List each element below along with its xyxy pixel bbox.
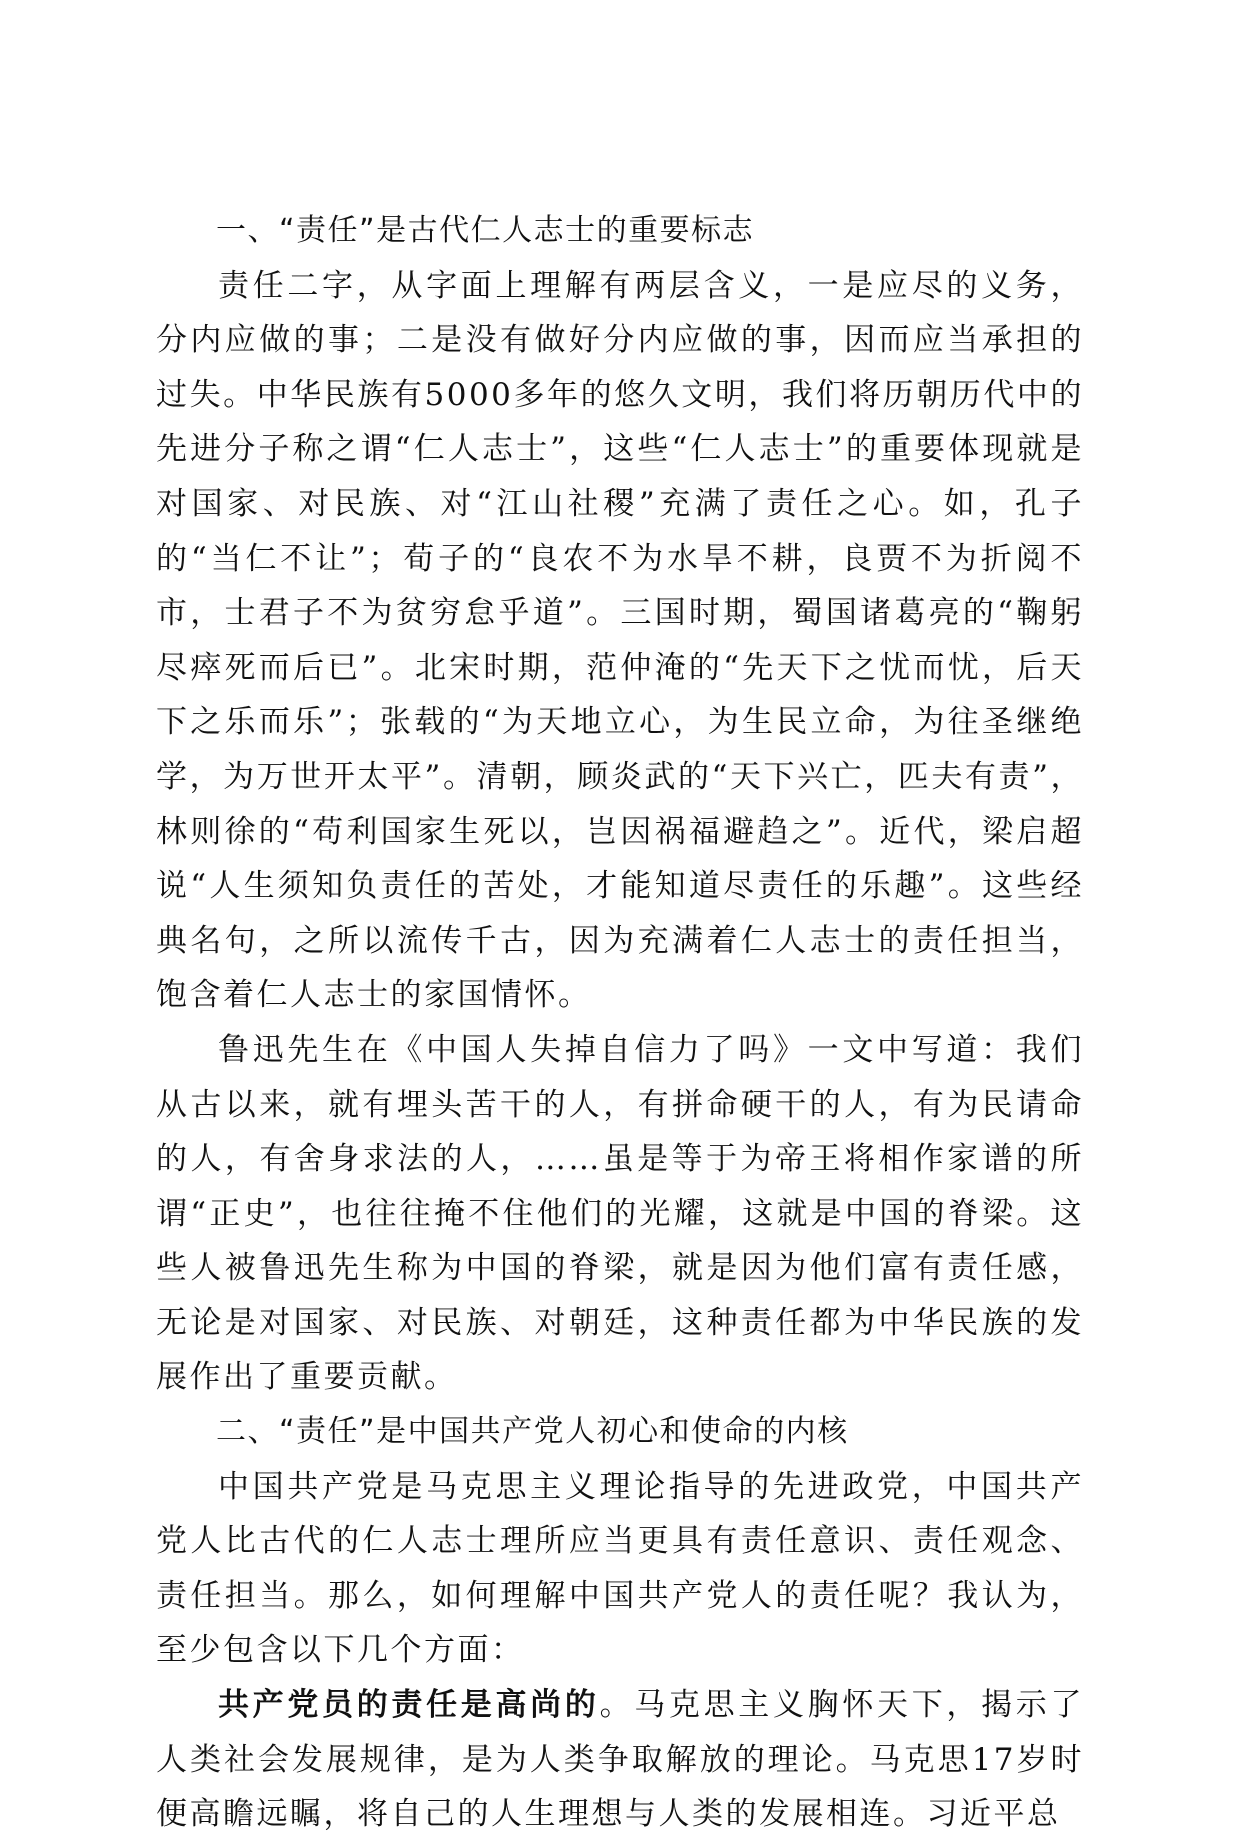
section-1-paragraph-2: 鲁迅先生在《中国人失掉自信力了吗》一文中写道：我们从古以来，就有埋头苦干的人，有拼命硬干的人，有为民请命的人，有舍身求法的人，……虽是等于为帝王将相作家谱的所谓“正史”，也往往掩不住他们的光耀，这就是中国的脊梁。这些人被鲁迅先生称为中国的脊梁，就是因为他们富有责任感，无论是对国家、对民族、对朝廷，这种责任都为中华民族的发展作出了重要贡献。	[156, 1031, 1084, 1396]
section-1-paragraph-1: 责任二字，从字面上理解有两层含义，一是应尽的义务，分内应做的事；二是没有做好分内应做的事，因而应当承担的过失。中华民族有5000多年的悠久文明，我们将历朝历代中的先进分子称之谓“仁人志士”，这些“仁人志士”的重要体现就是对国家、对民族、对“江山社稷”充满了责任之心。如，孔子的“当仁不让”；荀子的“良农不为水旱不耕，良贾不为折阅不市，士君子不为贫穷怠乎道”。三国时期，蜀国诸葛亮的“鞠躬尽瘁死而后已”。北宋时期，范仲淹的“先天下之忧而忧，后天下之乐而乐”；张载的“为天地立心，为生民立命，为往圣继绝学，为万世开太平”。清朝，顾炎武的“天下兴亡，匹夫有责”，林则徐的“苟利国家生死以，岂因祸福避趋之”。近代，梁启超说“人生须知负责任的苦处，才能知道尽责任的乐趣”。这些经典名句，之所以流传千古，因为充满着仁人志士的责任担当，饱含着仁人志士的家国情怀。	[156, 267, 1084, 1014]
point-1-text: 。马克思主义胸怀天下，揭示了人类社会发展规律，是为人类争取解放的理论。马克思17岁时便高瞻远瞩，将自己的人生理想与人类的发展相连。习近平总	[156, 1687, 1084, 1833]
section-2-heading: 二、“责任”是中国共产党人初心和使命的内核	[216, 1414, 849, 1450]
document-page	[156, 204, 1084, 1842]
section-2-point-1-paragraph	[156, 1678, 1084, 1842]
point-1-bold-lead: 共产党员的责任是高尚的	[218, 1687, 600, 1724]
section-2-intro-paragraph: 中国共产党是马克思主义理论指导的先进政党，中国共产党人比古代的仁人志士理所应当更具有责任意识、责任观念、责任担当。那么，如何理解中国共产党人的责任呢？我认为，至少包含以下几个方面：	[156, 1468, 1084, 1669]
section-1-heading: 一、“责任”是古代仁人志士的重要标志	[216, 213, 755, 248]
